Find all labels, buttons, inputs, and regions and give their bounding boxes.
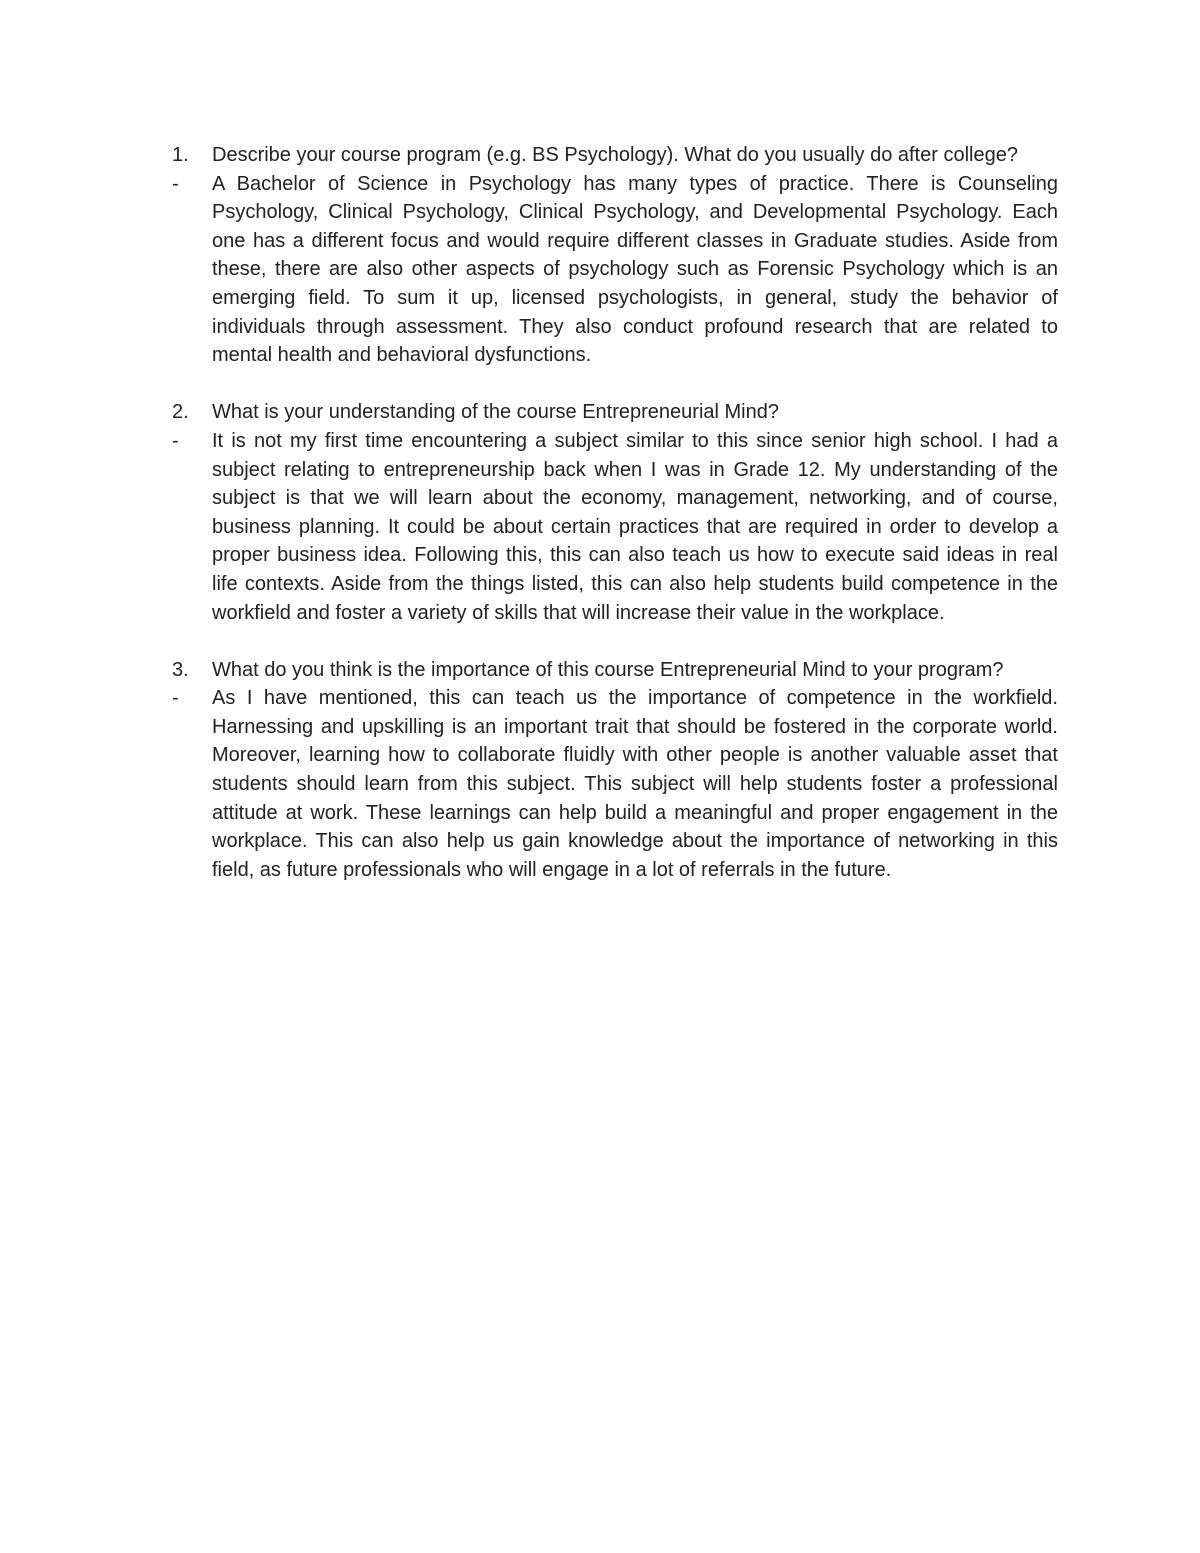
answer-item [172, 427, 1058, 627]
answer-bullet: - [172, 429, 179, 452]
question-item [172, 141, 1058, 170]
question-block-2 [172, 398, 1058, 627]
question-text: What is your understanding of the course Entrepreneurial Mind? [212, 401, 779, 424]
answer-bullet: - [172, 687, 179, 710]
answer-bullet: - [172, 172, 179, 195]
question-text: Describe your course program (e.g. BS Psychology). What do you usually do after college? [212, 144, 1018, 166]
answer-item [172, 684, 1058, 884]
question-item [172, 656, 1058, 685]
question-number: 2. [172, 401, 189, 424]
answer-item [172, 170, 1058, 370]
question-block-1 [172, 141, 1058, 370]
answer-text: As I have mentioned, this can teach us the importance of competence in the workfield. Harnessing and upskilling is an important trait that should be fostered in the corporate world. Moreover, learning how to collaborate fluidly with other people is another valuable asset that students should learn from this subject. This subject will help students foster a professional attitude at work. These learnings can help build a meaningful and proper engagement in the workplace. This can also help us gain knowledge about the importance of networking in this field, as future professionals who will engage in a lot of referrals in the future. [212, 687, 1058, 881]
question-item [172, 398, 1058, 427]
answer-text: A Bachelor of Science in Psychology has many types of practice. There is Counseling Psychology, Clinical Psychology, Clinical Psychology, and Developmental Psychology. Each one has a different focus and would require different classes in Graduate studies. Aside from these, there are also other aspects of psychology such as Forensic Psychology which is an emerging field. To sum it up, licensed psychologists, in general, study the behavior of individuals through assessment. They also conduct profound research that are related to mental health and behavioral dysfunctions. [212, 172, 1058, 367]
question-block-3 [172, 656, 1058, 885]
document-body [172, 141, 1058, 913]
question-number: 1. [172, 144, 189, 166]
question-text: What do you think is the importance of this course Entrepreneurial Mind to your program? [212, 658, 1004, 681]
question-number: 3. [172, 658, 189, 681]
answer-text: It is not my first time encountering a subject similar to this since senior high school. I had a subject relating to entrepreneurship back when I was in Grade 12. My understanding of the subject is that we will learn about the economy, management, networking, and of course, business planning. It could be about certain practices that are required in order to develop a proper business idea. Following this, this can also teach us how to execute said ideas in real life contexts. Aside from the things listed, this can also help students build competence in the workfield and foster a variety of skills that will increase their value in the workplace. [212, 429, 1058, 624]
